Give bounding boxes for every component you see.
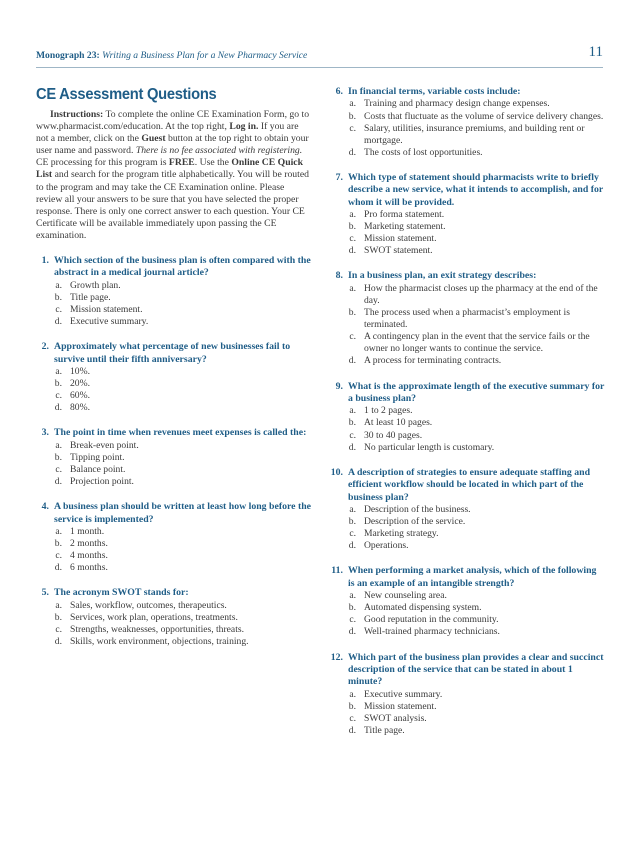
answer-option (330, 602, 605, 614)
answer-text: At least 10 pages. (364, 417, 433, 429)
answer-letter: a. (55, 599, 62, 611)
answer-letter: d. (54, 562, 62, 574)
question-7 (330, 172, 605, 258)
answer-letter: d. (348, 441, 356, 453)
answer-text: 20%. (70, 378, 90, 390)
answer-option (36, 402, 312, 414)
answer-option (330, 111, 605, 123)
free-text: FREE (168, 157, 195, 169)
question-text: When performing a market analysis, which of the following is an example of an intangible strength? (348, 565, 597, 589)
answer-letter: c. (55, 623, 62, 635)
answer-option (36, 526, 312, 538)
answer-text: Title page. (70, 291, 111, 303)
answer-letter: c. (55, 304, 62, 316)
answer-list (36, 280, 312, 328)
answer-text: Break-even point. (70, 439, 139, 451)
answer-option (330, 430, 605, 442)
answer-text: How the pharmacist closes up the pharmacy at the end of the day. (364, 282, 598, 306)
question-3 (36, 427, 312, 488)
question-stem (330, 652, 605, 689)
answer-option (36, 390, 312, 402)
answer-text: A process for terminating contracts. (364, 355, 502, 367)
answer-option (36, 538, 312, 550)
answer-letter: c. (349, 331, 356, 343)
question-6 (330, 86, 605, 159)
question-stem (330, 172, 605, 209)
answer-letter: a. (55, 366, 62, 378)
question-number: 11. (331, 565, 343, 577)
answer-option (36, 636, 312, 648)
answer-letter: b. (348, 516, 356, 528)
question-text: Which type of statement should pharmacists write to briefly describe a new service, what it intends to accomplish, and for whom it will be provided. (348, 171, 604, 208)
answer-letter: b. (348, 700, 356, 712)
question-text: The point in time when revenues meet expenses is called the: (54, 427, 307, 439)
running-title (36, 50, 307, 61)
answer-text: 1 month. (70, 526, 105, 537)
quick-list-text: Online CE Quick List (36, 157, 303, 181)
answer-text: 60%. (70, 390, 90, 402)
question-text: In financial terms, variable costs include: (348, 86, 521, 97)
answer-text: Operations. (364, 540, 409, 552)
question-stem (330, 270, 605, 282)
answer-text: Training and pharmacy design change expenses. (364, 98, 550, 110)
instructions-paragraph (36, 109, 312, 242)
answer-text: Pro forma statement. (364, 209, 445, 221)
answer-option (330, 98, 605, 110)
answer-list (36, 526, 312, 574)
answer-option (36, 452, 312, 464)
answer-text: The costs of lost opportunities. (364, 146, 483, 158)
answer-text: 30 to 40 pages. (364, 429, 423, 441)
answer-text: 6 months. (70, 562, 108, 574)
question-11 (330, 565, 605, 638)
answer-text: Growth plan. (70, 279, 121, 291)
answer-letter: a. (349, 503, 356, 515)
answer-text: 2 months. (70, 538, 108, 550)
question-stem (36, 427, 312, 439)
answer-letter: a. (349, 688, 356, 700)
question-text: A business plan should be written at least how long before the service is implemented? (54, 501, 312, 525)
question-stem (330, 86, 605, 98)
answer-option (330, 147, 605, 159)
answer-text: Salary, utilities, insurance premiums, and building rent or mortgage. (364, 122, 585, 146)
answer-text: Marketing strategy. (364, 528, 439, 540)
answer-letter: a. (55, 526, 62, 537)
answer-letter: d. (348, 725, 356, 736)
answer-option (330, 209, 605, 221)
page-header (36, 44, 603, 74)
answer-option (330, 614, 605, 626)
answer-letter: d. (348, 146, 356, 158)
answer-option (36, 378, 312, 390)
left-question-list (36, 255, 312, 648)
question-text: What is the approximate length of the executive summary for a business plan? (348, 380, 605, 404)
answer-text: Automated dispensing system. (364, 602, 482, 614)
answer-option (330, 701, 605, 713)
answer-letter: b. (348, 307, 356, 319)
answer-text: SWOT statement. (364, 245, 433, 257)
right-column (330, 86, 605, 737)
answer-letter: c. (349, 233, 356, 245)
answer-text: Good reputation in the community. (364, 614, 499, 626)
answer-letter: c. (55, 550, 62, 562)
answer-option (330, 590, 605, 602)
answer-letter: d. (348, 540, 356, 552)
question-number: 3. (41, 427, 49, 439)
no-fee-text: There is no fee associated with registering. (135, 145, 303, 157)
answer-option (330, 123, 605, 147)
answer-option (330, 405, 605, 417)
answer-option (330, 689, 605, 701)
answer-option (36, 562, 312, 574)
answer-text: Mission statement. (364, 700, 437, 712)
answer-letter: d. (348, 245, 356, 257)
answer-list (330, 689, 605, 737)
question-5 (36, 587, 312, 648)
answer-text: Marketing statement. (364, 221, 446, 233)
answer-text: New counseling area. (364, 590, 447, 602)
answer-option (36, 292, 312, 304)
answer-text: Sales, workflow, outcomes, therapeutics. (70, 599, 227, 611)
answer-letter: c. (349, 429, 356, 441)
answer-list (330, 209, 605, 257)
answer-letter: b. (54, 291, 62, 303)
answer-list (36, 600, 312, 648)
answer-option (330, 307, 605, 331)
answer-letter: a. (55, 439, 62, 451)
answer-letter: d. (348, 355, 356, 367)
right-question-list (330, 86, 605, 737)
answer-text: Tipping point. (70, 451, 125, 463)
answer-text: Title page. (364, 725, 405, 736)
answer-letter: c. (349, 614, 356, 626)
question-number: 1. (41, 255, 49, 267)
instructions-label: Instructions: (50, 109, 104, 120)
answer-letter: b. (348, 221, 356, 233)
answer-text: No particular length is customary. (364, 441, 495, 453)
answer-letter: d. (54, 476, 62, 488)
question-text: A description of strategies to ensure adequate staffing and efficient workflow should be located in which part of the business plan? (348, 466, 591, 503)
answer-letter: b. (54, 378, 62, 390)
answer-letter: c. (55, 464, 62, 475)
answer-letter: b. (348, 602, 356, 614)
answer-list (36, 366, 312, 414)
answer-list (330, 405, 605, 453)
question-number: 9. (335, 380, 343, 392)
answer-option (36, 476, 312, 488)
answer-letter: c. (349, 712, 356, 724)
login-text: Log in. (229, 121, 259, 133)
answer-letter: c. (349, 528, 356, 540)
answer-option (330, 725, 605, 737)
question-text: In a business plan, an exit strategy describes: (348, 270, 537, 282)
question-text: Which section of the business plan is often compared with the abstract in a medical journal article? (54, 255, 311, 279)
answer-option (330, 355, 605, 367)
question-stem (36, 501, 312, 526)
answer-letter: c. (55, 390, 62, 402)
section-title: CE Assessment Questions (36, 86, 217, 103)
monograph-label: Monograph 23: (36, 50, 100, 61)
instructions-text-6: and search for the program title alphabetically. You will be routed to the program and may take the CE Examination online. Please review all your answers to be sure that you have selected the proper response. There is only one correct answer to each question. Your CE Certificate will be available immediately upon passing the CE examination. (36, 169, 309, 241)
answer-option (330, 221, 605, 233)
answer-text: 4 months. (70, 550, 108, 562)
answer-option (36, 280, 312, 292)
answer-option (36, 612, 312, 624)
answer-letter: a. (349, 405, 356, 417)
question-number: 8. (335, 270, 343, 282)
question-12 (330, 652, 605, 738)
answer-option (330, 283, 605, 307)
answer-text: The process used when a pharmacist’s employment is terminated. (364, 307, 570, 331)
left-column (36, 86, 312, 648)
header-divider (36, 67, 603, 68)
instructions-text-3: button at the top right to obtain your user name and password. (36, 133, 309, 157)
answer-text: Projection point. (70, 476, 134, 488)
question-8 (330, 270, 605, 367)
answer-letter: b. (348, 417, 356, 429)
answer-option (36, 316, 312, 328)
answer-text: Balance point. (70, 464, 126, 475)
monograph-subtitle: Writing a Business Plan for a New Pharmacy Service (102, 50, 308, 61)
answer-text: Costs that fluctuate as the volume of service delivery changes. (364, 110, 604, 122)
answer-option (330, 331, 605, 355)
answer-text: Services, work plan, operations, treatments. (70, 611, 238, 623)
question-number: 2. (41, 341, 49, 353)
answer-list (330, 98, 605, 158)
answer-text: Well-trained pharmacy technicians. (364, 626, 500, 638)
question-stem (36, 587, 312, 599)
answer-list (330, 283, 605, 368)
answer-option (330, 233, 605, 245)
instructions-text-2: If you are not a member, click on the (36, 121, 299, 145)
answer-option (330, 417, 605, 429)
answer-letter: d. (54, 636, 62, 648)
answer-letter: c. (349, 122, 356, 134)
answer-letter: a. (349, 98, 356, 110)
answer-option (330, 442, 605, 454)
answer-option (330, 516, 605, 528)
answer-letter: b. (54, 611, 62, 623)
question-2 (36, 341, 312, 414)
answer-option (36, 464, 312, 476)
answer-text: Mission statement. (364, 233, 437, 245)
answer-option (36, 440, 312, 452)
question-stem (330, 381, 605, 406)
answer-option (36, 304, 312, 316)
question-number: 4. (41, 501, 49, 513)
answer-letter: b. (54, 538, 62, 550)
question-1 (36, 255, 312, 328)
answer-option (36, 624, 312, 636)
question-stem (330, 467, 605, 504)
page-number: 11 (588, 44, 603, 60)
guest-text: Guest (141, 133, 166, 145)
question-text: Approximately what percentage of new businesses fail to survive until their fifth anniversary? (54, 341, 291, 365)
answer-text: Skills, work environment, objections, training. (70, 636, 249, 648)
answer-letter: d. (348, 626, 356, 638)
question-9 (330, 381, 605, 454)
answer-text: Executive summary. (70, 316, 149, 328)
question-text: Which part of the business plan provides a clear and succinct description of the service that can be stated in about 1 minute? (348, 651, 604, 688)
answer-letter: a. (349, 590, 356, 602)
answer-letter: a. (55, 279, 62, 291)
question-number: 7. (335, 171, 343, 183)
answer-text: Executive summary. (364, 688, 443, 700)
instructions-text-5: . Use the (194, 157, 232, 169)
answer-letter: b. (54, 451, 62, 463)
answer-text: Strengths, weaknesses, opportunities, threats. (70, 623, 244, 635)
question-number: 6. (335, 86, 343, 97)
answer-option (330, 504, 605, 516)
answer-letter: d. (54, 402, 62, 414)
question-number: 12. (330, 651, 343, 663)
answer-option (36, 600, 312, 612)
answer-letter: a. (349, 209, 356, 221)
question-stem (36, 255, 312, 280)
answer-letter: b. (348, 110, 356, 122)
question-10 (330, 467, 605, 553)
answer-option (330, 528, 605, 540)
answer-text: Description of the service. (364, 516, 466, 528)
answer-letter: d. (54, 316, 62, 328)
answer-option (36, 550, 312, 562)
instructions-text-4: CE processing for this program is (36, 157, 169, 169)
answer-text: 80%. (70, 402, 90, 414)
answer-text: 10%. (70, 366, 90, 378)
question-number: 10. (330, 466, 343, 478)
answer-letter: a. (349, 282, 356, 294)
answer-text: Description of the business. (364, 503, 471, 515)
question-4 (36, 501, 312, 574)
answer-option (330, 245, 605, 257)
answer-option (330, 540, 605, 552)
answer-text: 1 to 2 pages. (364, 405, 413, 417)
question-stem (36, 341, 312, 366)
question-number: 5. (41, 587, 49, 599)
instructions-text-1: To complete the online CE Examination Form, go to www.pharmacist.com/education. At the top right, (36, 109, 310, 133)
question-stem (330, 565, 605, 590)
answer-option (330, 626, 605, 638)
answer-list (330, 590, 605, 638)
answer-option (36, 366, 312, 378)
answer-text: SWOT analysis. (364, 712, 427, 724)
answer-option (330, 713, 605, 725)
answer-text: Mission statement. (70, 304, 143, 316)
answer-list (36, 440, 312, 488)
question-text: The acronym SWOT stands for: (54, 587, 189, 599)
answer-list (330, 504, 605, 552)
answer-text: A contingency plan in the event that the service fails or the owner no longer wants to continue the service. (364, 331, 590, 355)
